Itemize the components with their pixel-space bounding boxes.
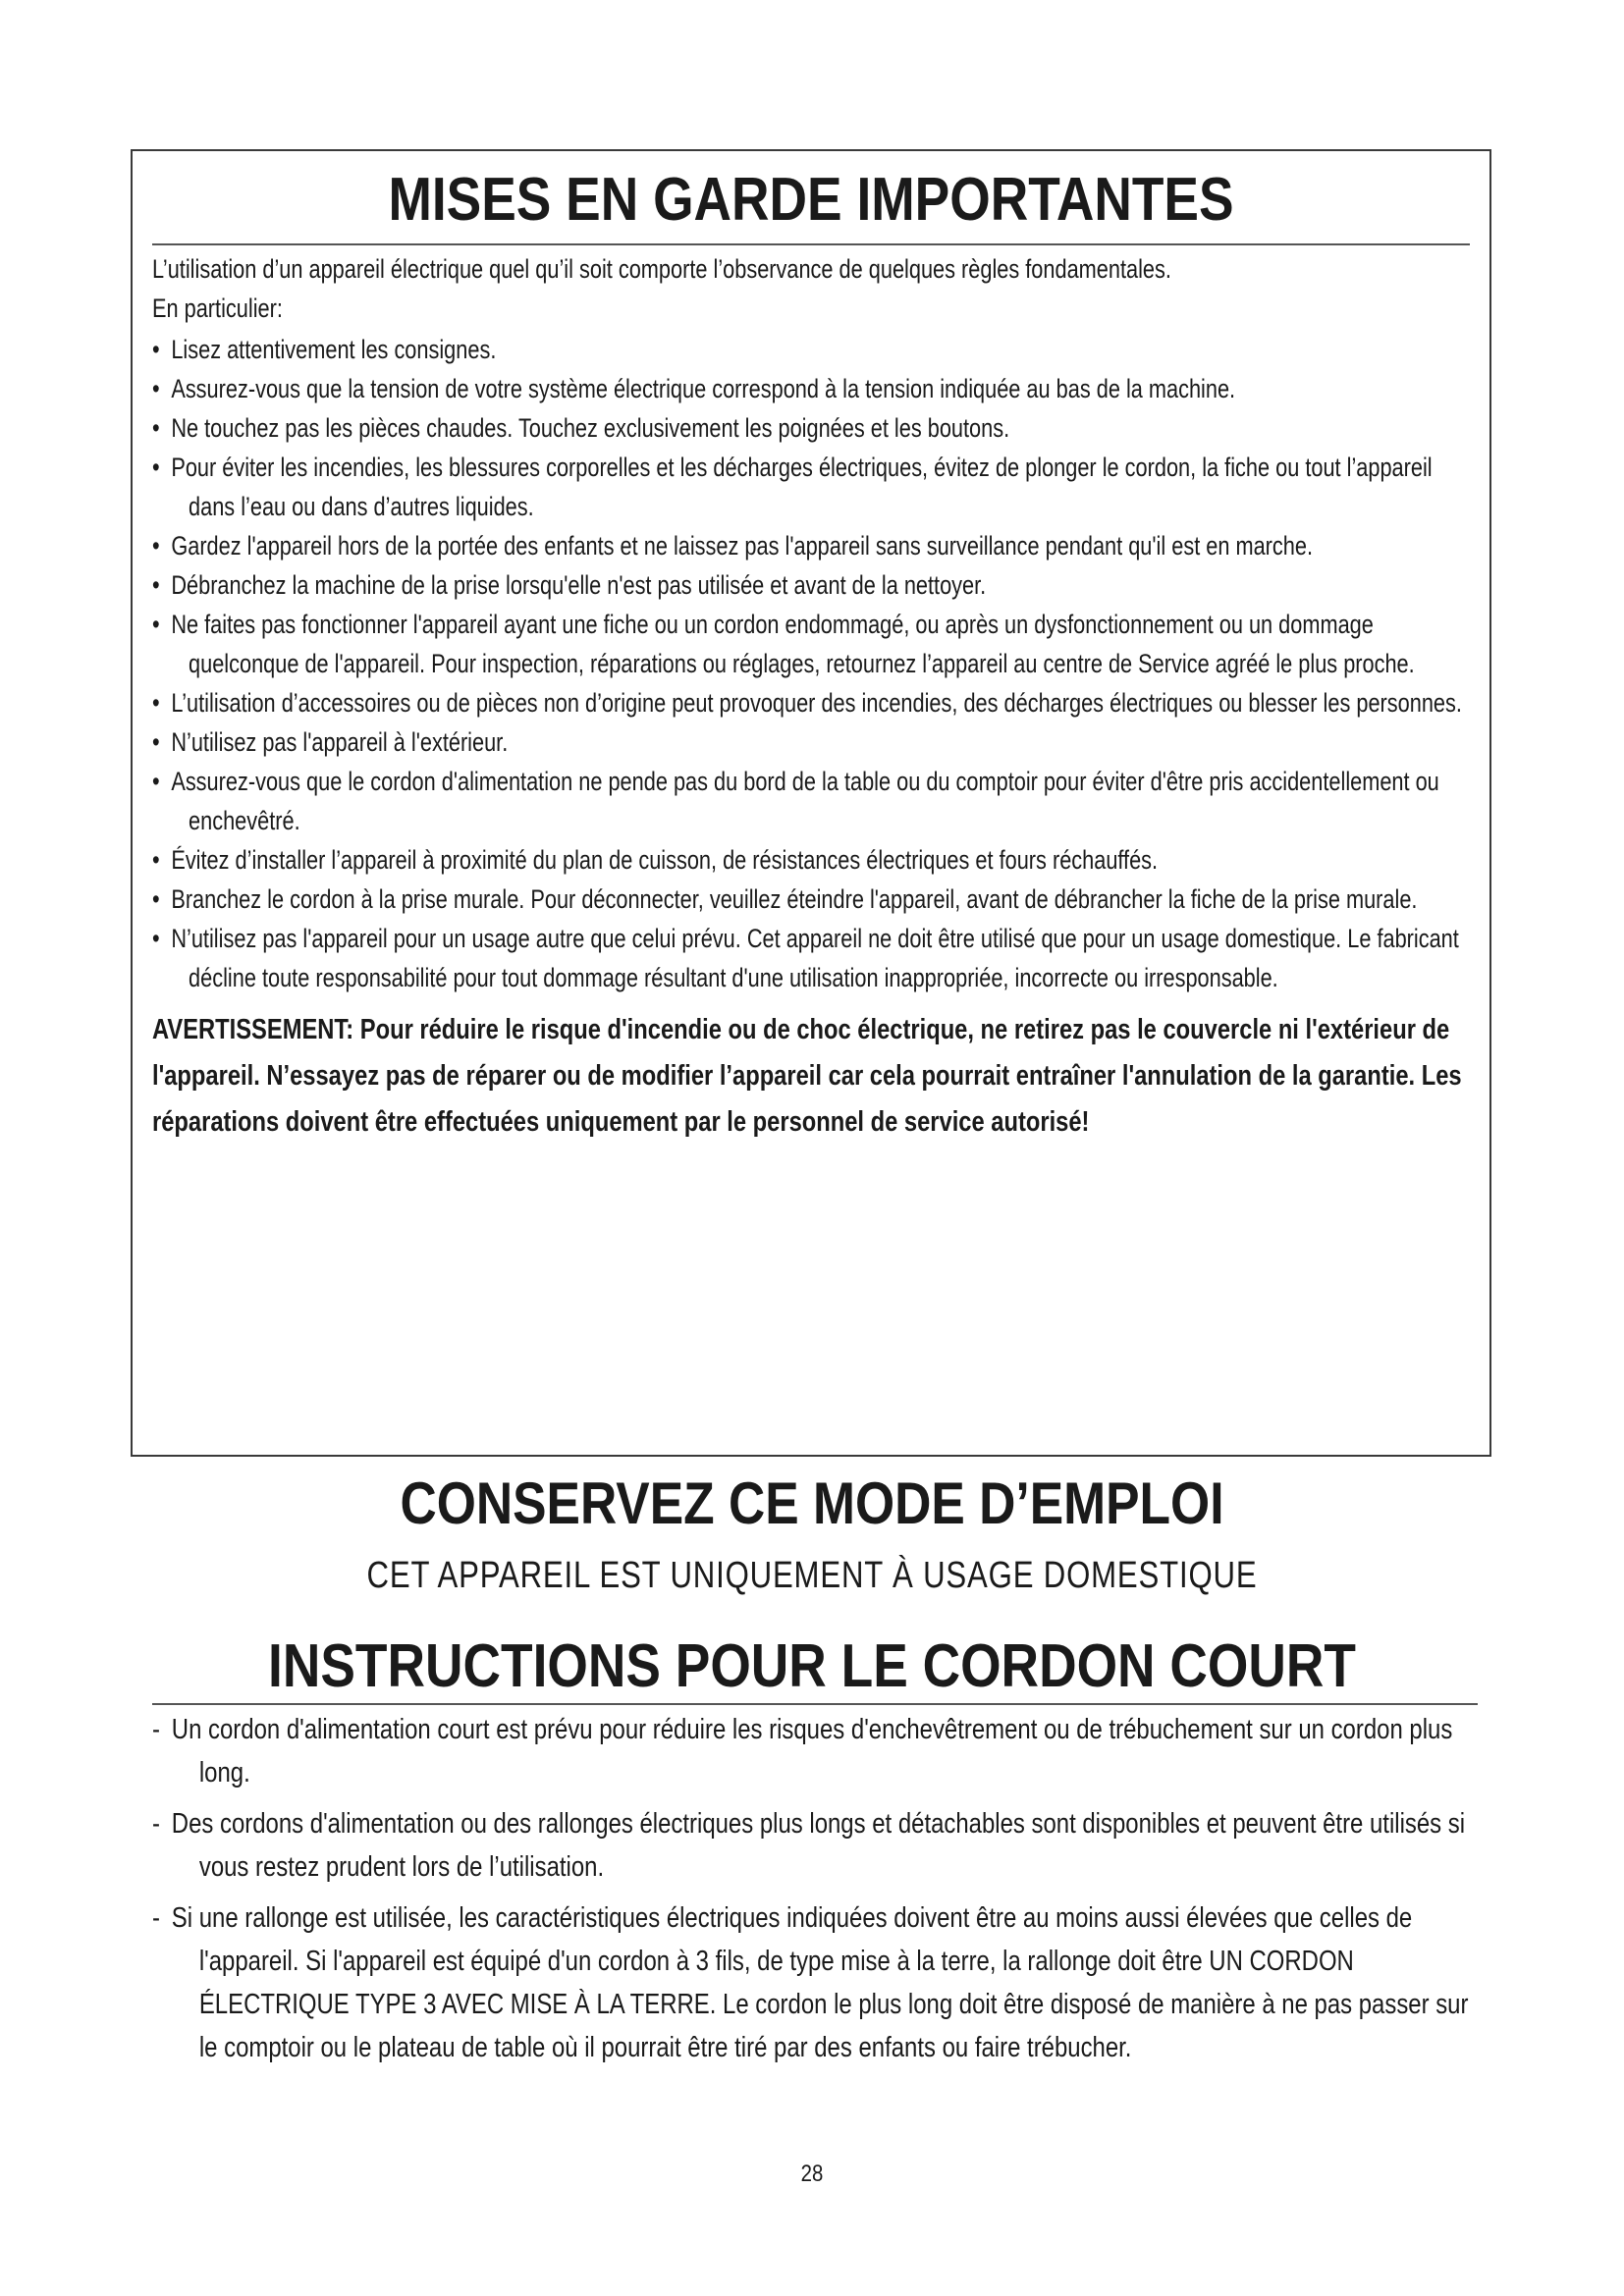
- bullet-icon: •: [152, 767, 160, 796]
- bullet-icon: •: [152, 845, 160, 875]
- list-item: [152, 919, 1468, 997]
- list-item-text: L’utilisation d’accessoires ou de pièces non d’origine peut provoquer des incendies, des décharges électriques ou blesser les personnes.: [171, 688, 1462, 718]
- household-use-subtitle: CET APPAREIL EST UNIQUEMENT À USAGE DOMESTIQUE: [366, 1555, 1258, 1596]
- bullet-icon: •: [152, 413, 160, 443]
- list-item: [152, 565, 1468, 605]
- warnings-intro: L’utilisation d’un appareil électrique quel qu’il soit comporte l’observance de quelques règles fondamentales.: [152, 254, 1171, 284]
- warnings-title: MISES EN GARDE IMPORTANTES: [388, 166, 1234, 234]
- dash-icon: -: [152, 1902, 160, 1934]
- short-cord-divider: [152, 1703, 1478, 1705]
- list-item-text: Un cordon d'alimentation court est prévu pour réduire les risques d'enchevêtrement ou de trébuchement sur un cordon plus long.: [171, 1714, 1453, 1789]
- list-item-text: Ne touchez pas les pièces chaudes. Touchez exclusivement les poignées et les boutons.: [171, 413, 1010, 443]
- bullet-icon: •: [152, 374, 160, 403]
- bullet-icon: •: [152, 610, 160, 639]
- short-cord-list: [152, 1708, 1488, 2077]
- list-item: [152, 722, 1468, 762]
- warnings-list: [152, 330, 1470, 997]
- list-item: [152, 840, 1468, 880]
- dash-icon: -: [152, 1714, 160, 1745]
- list-item: [152, 605, 1468, 683]
- list-item-text: Branchez le cordon à la prise murale. Pour déconnecter, veuillez éteindre l'appareil, avant de débrancher la fiche de la prise murale.: [171, 884, 1418, 914]
- list-item-text: Lisez attentivement les consignes.: [171, 335, 497, 364]
- list-item: [152, 448, 1468, 526]
- warning-notice: AVERTISSEMENT: Pour réduire le risque d'incendie ou de choc électrique, ne retirez pas le couvercle ni l'extérieur de l'appareil. N’essayez pas de réparer ou de modifier l’appareil car cela pourrait entraîner l'annulation de la garantie. Les réparations doivent être effectuées uniquement par le personnel de service autorisé!: [152, 1014, 1462, 1138]
- list-item: [152, 683, 1468, 722]
- title-divider: [152, 243, 1470, 245]
- keep-instructions-title: CONSERVEZ CE MODE D’EMPLOI: [400, 1470, 1224, 1536]
- short-cord-title: INSTRUCTIONS POUR LE CORDON COURT: [268, 1632, 1356, 1700]
- list-item-text: Gardez l'appareil hors de la portée des enfants et ne laissez pas l'appareil sans surveillance pendant qu'il est en marche.: [171, 531, 1314, 561]
- bullet-icon: •: [152, 884, 160, 914]
- bullet-icon: •: [152, 924, 160, 953]
- bullet-icon: •: [152, 335, 160, 364]
- warnings-intro-particular: En particulier:: [152, 294, 283, 323]
- list-item-text: N’utilisez pas l'appareil à l'extérieur.: [171, 727, 509, 757]
- list-item: [152, 330, 1468, 369]
- list-item: [152, 762, 1468, 840]
- bullet-icon: •: [152, 688, 160, 718]
- list-item-text: Pour éviter les incendies, les blessures corporelles et les décharges électriques, évitez de plonger le cordon, la fiche ou tout l’appareil dans l’eau ou dans d’autres liquides.: [171, 453, 1433, 521]
- list-item-text: Des cordons d'alimentation ou des rallonges électriques plus longs et détachables sont disponibles et peuvent être utilisés si vous restez prudent lors de l’utilisation.: [171, 1808, 1466, 1883]
- bullet-icon: •: [152, 570, 160, 600]
- list-item: [152, 1708, 1481, 1794]
- list-item-text: Si une rallonge est utilisée, les caractéristiques électriques indiquées doivent être au moins aussi élevées que celles de l'appareil. Si l'appareil est équipé d'un cordon à 3 fils, de type mise à la terre, la rallonge doit être UN CORDON ÉLECTRIQUE TYPE 3 AVEC MISE À LA TERRE. Le cordon le plus long doit être disposé de manière à ne pas passer sur le comptoir ou le plateau de table où il pourrait être tiré par des enfants ou faire trébucher.: [171, 1902, 1469, 2063]
- list-item: [152, 369, 1468, 408]
- dash-icon: -: [152, 1808, 160, 1840]
- list-item: [152, 880, 1468, 919]
- bullet-icon: •: [152, 453, 160, 482]
- list-item-text: N’utilisez pas l'appareil pour un usage autre que celui prévu. Cet appareil ne doit être utilisé que pour un usage domestique. Le fabricant décline toute responsabilité pour tout dommage résultant d'une utilisation inappropriée, incorrecte ou irresponsable.: [171, 924, 1459, 992]
- bullet-icon: •: [152, 531, 160, 561]
- bullet-icon: •: [152, 727, 160, 757]
- list-item-text: Débranchez la machine de la prise lorsqu'elle n'est pas utilisée et avant de la nettoyer.: [171, 570, 987, 600]
- list-item-text: Évitez d’installer l’appareil à proximité du plan de cuisson, de résistances électriques et fours réchauffés.: [171, 845, 1159, 875]
- list-item-text: Assurez-vous que le cordon d'alimentation ne pende pas du bord de la table ou du comptoir pour éviter d'être pris accidentellement ou enchevêtré.: [171, 767, 1439, 835]
- important-warnings-box: [131, 149, 1491, 1457]
- page-number: 28: [800, 2161, 824, 2187]
- list-item: [152, 408, 1468, 448]
- list-item: [152, 526, 1468, 565]
- list-item: [152, 1896, 1481, 2069]
- list-item-text: Ne faites pas fonctionner l'appareil ayant une fiche ou un cordon endommagé, ou après un dysfonctionnement ou un dommage quelconque de l'appareil. Pour inspection, réparations ou réglages, retournez l’appareil au centre de Service agréé le plus proche.: [171, 610, 1415, 678]
- list-item: [152, 1802, 1481, 1889]
- list-item-text: Assurez-vous que la tension de votre système électrique correspond à la tension indiquée au bas de la machine.: [171, 374, 1236, 403]
